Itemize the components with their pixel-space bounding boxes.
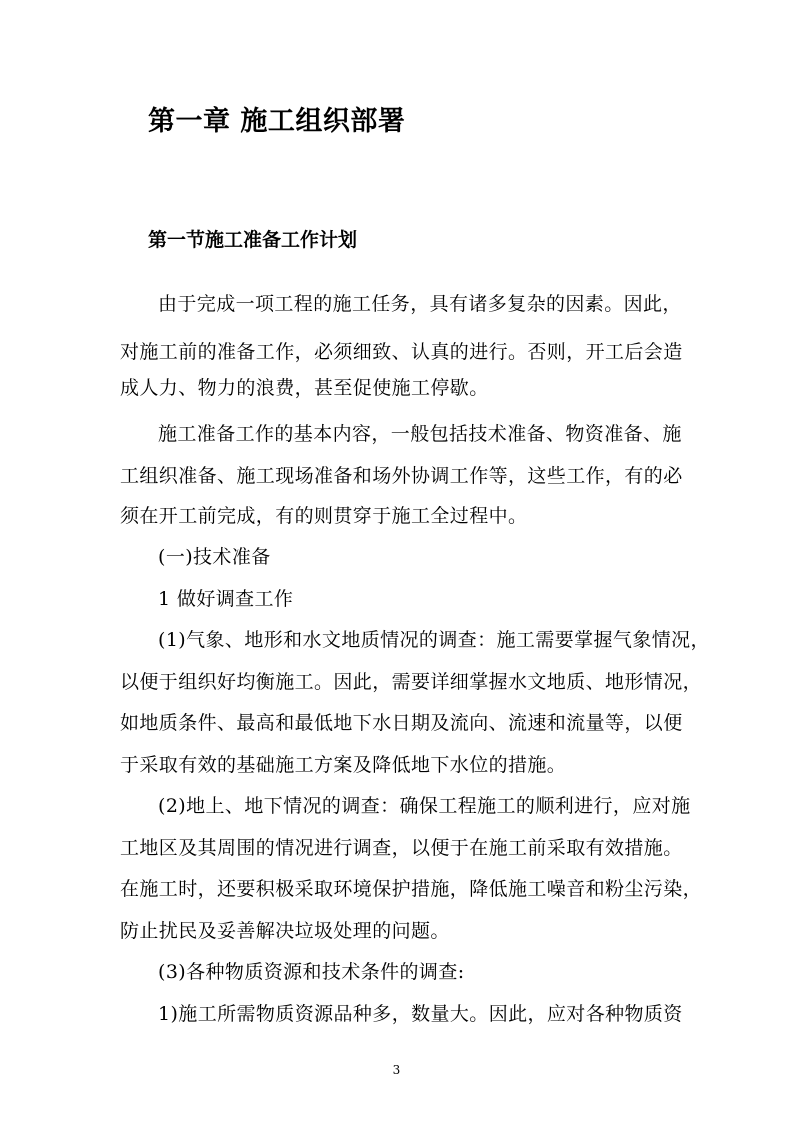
body-line: 在施工时，还要积极采取环境保护措施，降低施工噪音和粉尘污染， (120, 878, 703, 900)
page-number: 3 (392, 1063, 401, 1077)
list-heading: 1 做好调查工作 (158, 588, 294, 610)
body-line: 1)施工所需物质资源品种多，数量大。因此，应对各种物质资 (158, 1003, 683, 1025)
body-line: (3)各种物质资源和技术条件的调查: (158, 961, 465, 983)
chapter-title: 第一章 施工组织部署 (148, 106, 406, 137)
body-line: 如地质条件、最高和最低地下水日期及流向、流速和流量等，以便 (120, 712, 683, 734)
body-line: 防止扰民及妥善解决垃圾处理的问题。 (120, 920, 450, 942)
body-line: 于采取有效的基础施工方案及降低地下水位的措施。 (120, 754, 567, 776)
section-title: 第一节施工准备工作计划 (148, 229, 358, 251)
body-line: 由于完成一项工程的施工任务，具有诸多复杂的因素。因此， (158, 293, 682, 315)
body-line: 成人力、物力的浪费，甚至促使施工停歇。 (120, 377, 489, 399)
body-line: 施工准备工作的基本内容，一般包括技术准备、物资准备、施 (158, 423, 682, 445)
list-heading: (一)技术准备 (158, 546, 271, 568)
body-line: 须在开工前完成，有的则贯穿于施工全过程中。 (120, 505, 528, 527)
body-line: (2)地上、地下情况的调查：确保工程施工的顺利进行，应对施 (158, 795, 691, 817)
body-line: 对施工前的准备工作，必须细致、认真的进行。否则，开工后会造 (120, 341, 683, 363)
body-line: 工组织准备、施工现场准备和场外协调工作等，这些工作，有的必 (120, 465, 683, 487)
body-line: (1)气象、地形和水文地质情况的调查：施工需要掌握气象情况， (158, 629, 710, 651)
body-line: 以便于组织好均衡施工。因此，需要详细掌握水文地质、地形情况， (120, 671, 703, 693)
body-line: 工地区及其周围的情况进行调查，以便于在施工前采取有效措施。 (120, 837, 683, 859)
